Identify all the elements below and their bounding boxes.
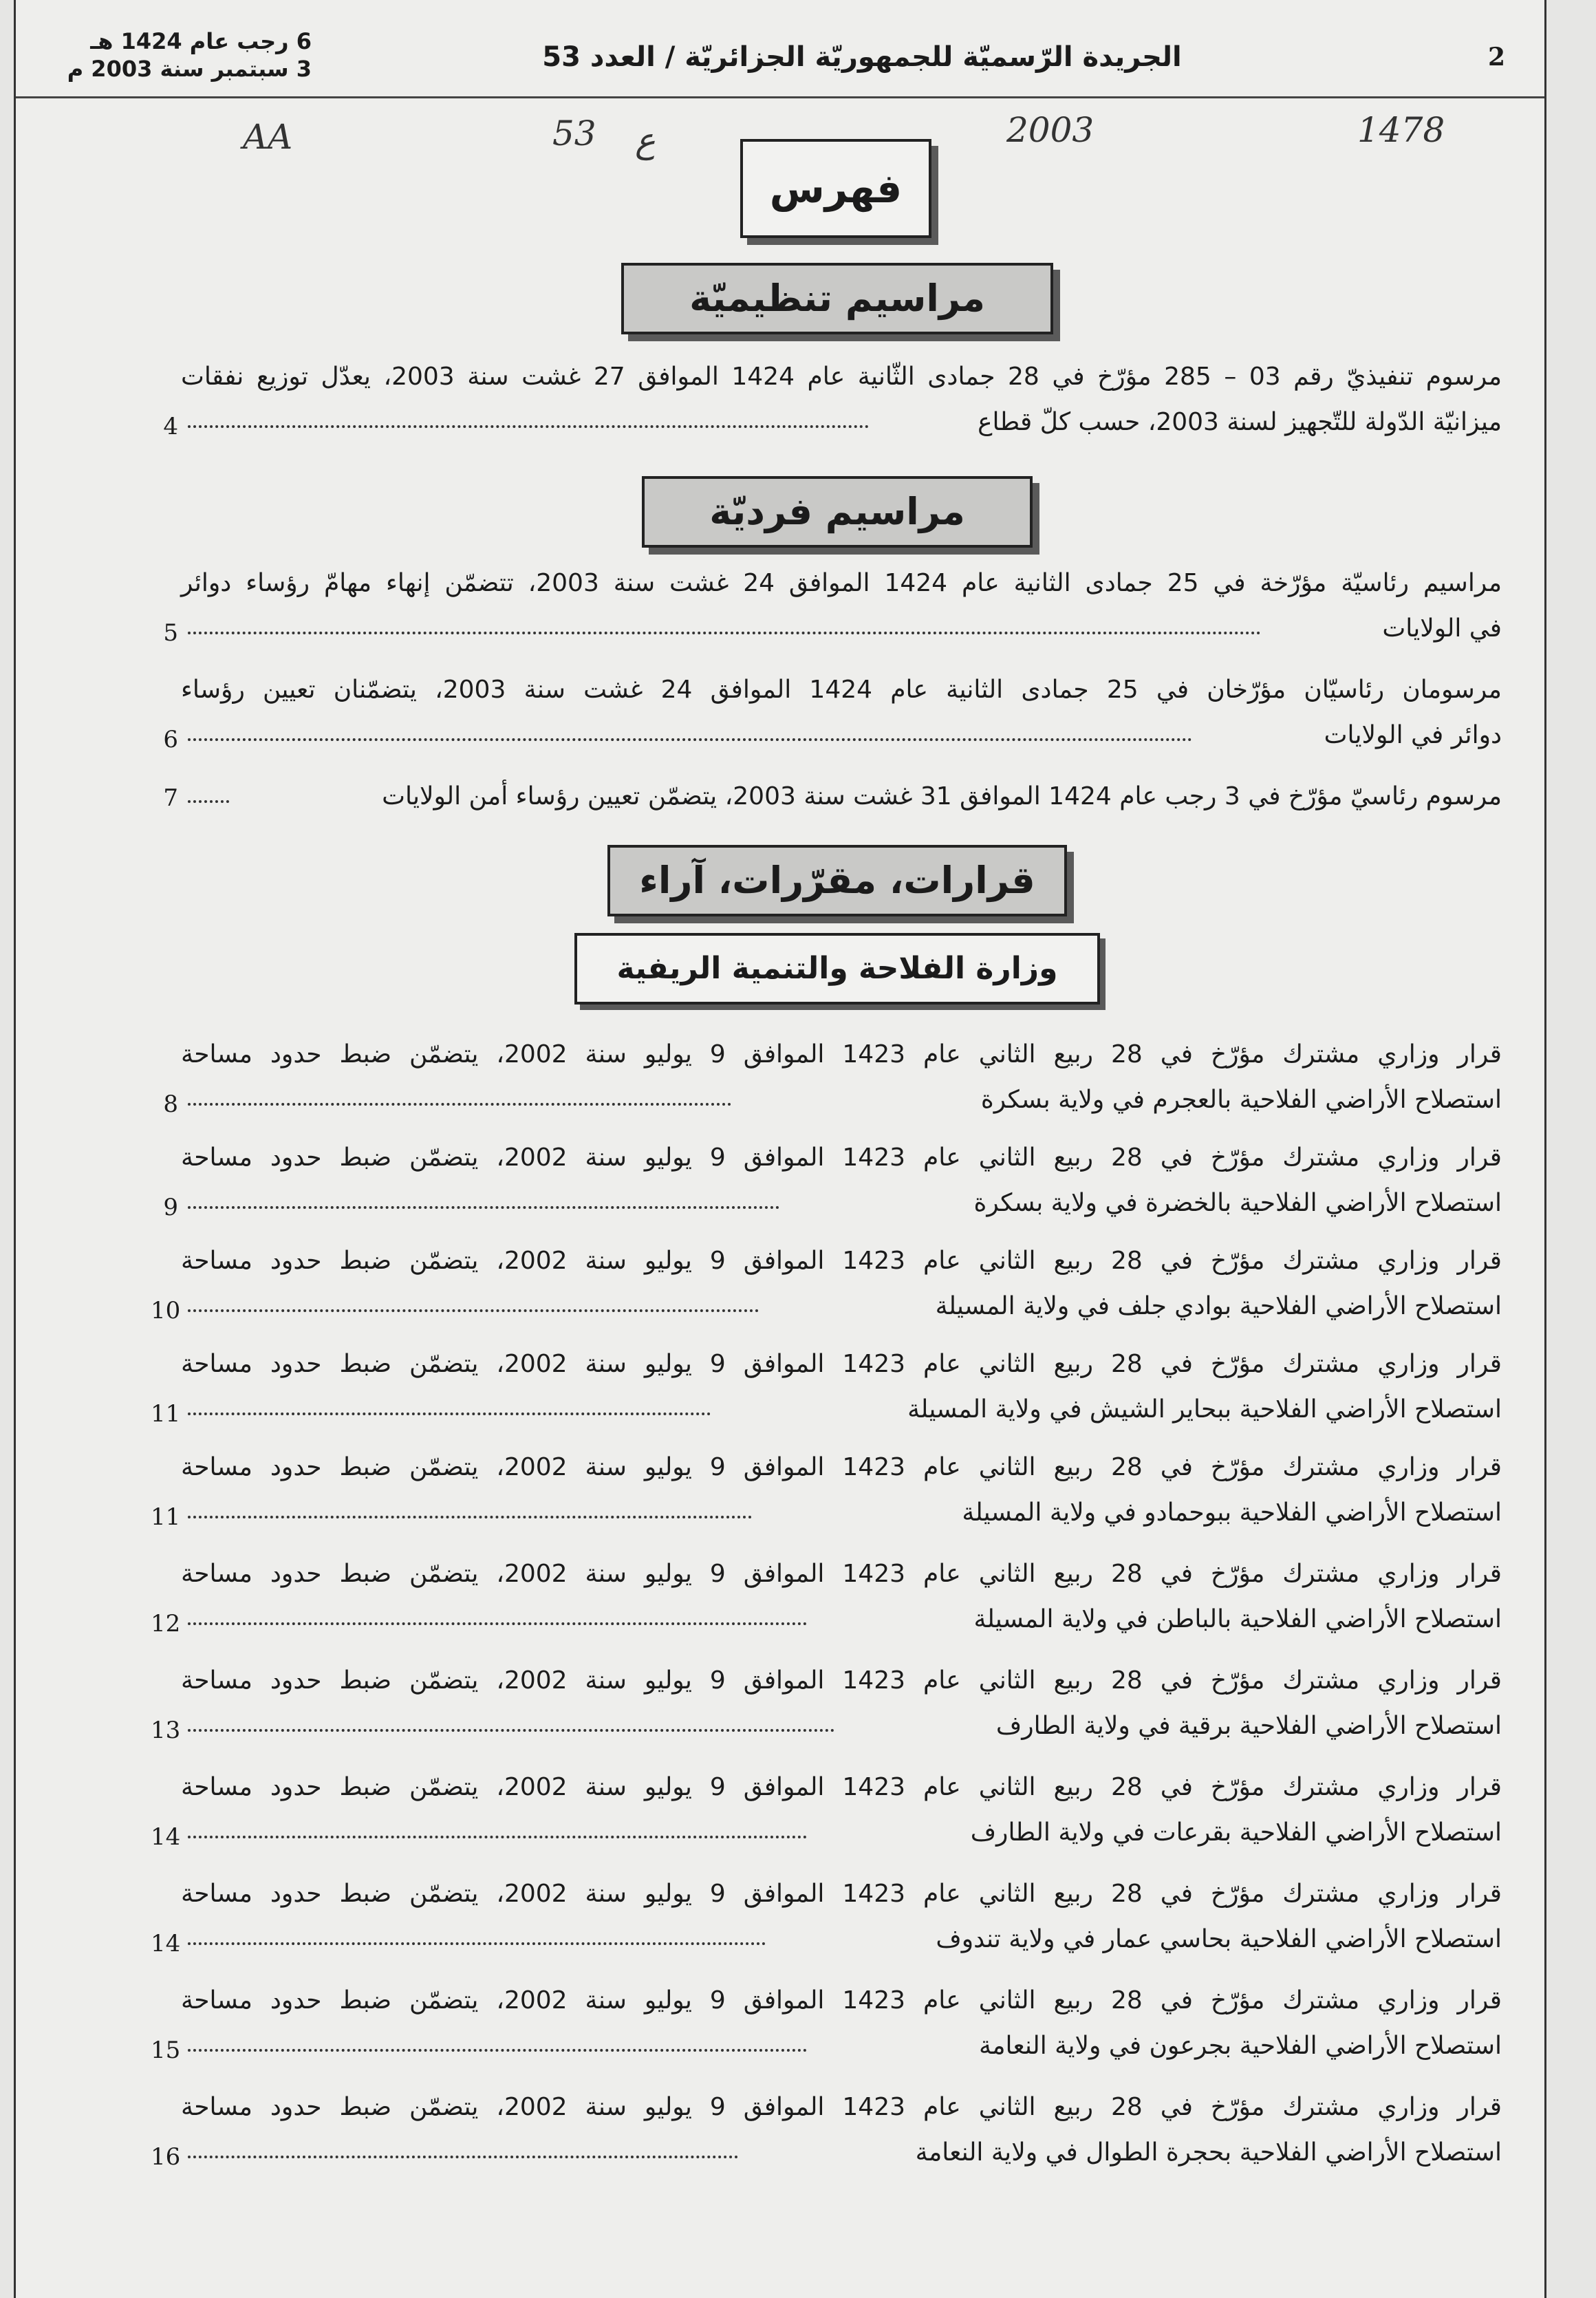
toc-title: فهرس <box>740 139 931 238</box>
entry-page-number: 7 <box>163 784 178 812</box>
entry-line2: استصلاح الأراضي الفلاحية ببحاير الشيش في ولاية المسيلة <box>907 1395 1502 1424</box>
handwritten-note-mid2: ع <box>635 120 656 160</box>
dot-leader <box>188 2049 807 2052</box>
entry-line1: قرار وزاري مشترك مؤرّخ في 28 ربيع الثاني عام 1423 الموافق 9 يوليو سنة 2002، يتضمّن ضبط حدود مساحة <box>181 1986 1502 2015</box>
entry-page-number: 15 <box>151 2037 181 2064</box>
entry-line2: دوائر في الولايات <box>1324 721 1502 749</box>
dot-leader <box>188 632 1261 634</box>
toc-entry <box>181 2085 1502 2176</box>
section-heading-decisions: قرارات، مقرّرات، آراء <box>607 845 1067 916</box>
entry-page-number: 5 <box>163 619 178 647</box>
entry-line1: مرسوم تنفيذيّ رقم 03 – 285 مؤرّخ في 28 جمادى الثّانية عام 1424 الموافق 27 غشت سنة 2003، يعدّل توزيع نفقات <box>181 363 1502 391</box>
dot-leader <box>188 1836 807 1838</box>
toc-entry <box>181 774 1502 819</box>
entry-line1: قرار وزاري مشترك مؤرّخ في 28 ربيع الثاني عام 1423 الموافق 9 يوليو سنة 2002، يتضمّن ضبط حدود مساحة <box>181 1247 1502 1275</box>
page-header <box>16 28 1544 98</box>
toc-entry <box>181 1445 1502 1536</box>
entry-line1: قرار وزاري مشترك مؤرّخ في 28 ربيع الثاني عام 1423 الموافق 9 يوليو سنة 2002، يتضمّن ضبط حدود مساحة <box>181 1453 1502 1481</box>
toc-entry <box>181 1342 1502 1432</box>
entry-line1: مرسوم رئاسيّ مؤرّخ في 3 رجب عام 1424 الموافق 31 غشت سنة 2003، يتضمّن تعيين رؤساء أمن الولايات <box>382 782 1502 810</box>
entry-line1: مراسيم رئاسيّة مؤرّخة في 25 جمادى الثانية عام 1424 الموافق 24 غشت سنة 2003، تتضمّن إنهاء مهامّ رؤساء دوائر <box>181 569 1502 597</box>
entry-page-number: 13 <box>151 1717 181 1744</box>
dot-leader <box>188 1103 731 1106</box>
entry-line2: استصلاح الأراضي الفلاحية بجرعون في ولاية النعامة <box>978 2032 1502 2060</box>
entry-page-number: 11 <box>151 1503 181 1531</box>
section-heading-individual-decrees: مراسيم فرديّة <box>642 476 1033 548</box>
dot-leader <box>188 425 869 428</box>
entry-page-number: 12 <box>151 1610 181 1637</box>
handwritten-note-mid: 53 <box>552 114 596 153</box>
entry-page-number: 6 <box>163 726 178 753</box>
dot-leader <box>188 2156 738 2158</box>
entry-page-number: 8 <box>163 1091 178 1118</box>
entry-page-number: 14 <box>151 1823 181 1851</box>
toc-entry <box>181 354 1502 445</box>
toc-entry <box>181 1032 1502 1123</box>
gazette-page <box>14 0 1546 2298</box>
entry-page-number: 9 <box>163 1194 178 1221</box>
entry-line2: استصلاح الأراضي الفلاحية بالباطن في ولاية المسيلة <box>973 1605 1502 1633</box>
dot-leader <box>188 738 1192 741</box>
entry-page-number: 11 <box>151 1400 181 1428</box>
entry-page-number: 10 <box>151 1297 181 1324</box>
handwritten-note-right: 1478 <box>1357 110 1445 150</box>
handwritten-note-left: AA <box>243 117 293 157</box>
toc-entry <box>181 1135 1502 1226</box>
toc-entry <box>181 1978 1502 2069</box>
entry-line1: قرار وزاري مشترك مؤرّخ في 28 ربيع الثاني عام 1423 الموافق 9 يوليو سنة 2002، يتضمّن ضبط حدود مساحة <box>181 1773 1502 1801</box>
entry-line2: استصلاح الأراضي الفلاحية برقية في ولاية الطارف <box>995 1712 1502 1740</box>
toc-entry <box>181 1551 1502 1642</box>
dot-leader <box>188 1309 759 1312</box>
dot-leader <box>188 1942 766 1945</box>
entry-line2: استصلاح الأراضي الفلاحية بالعجرم في ولاية بسكرة <box>980 1086 1502 1114</box>
page-number: 2 <box>1488 43 1506 72</box>
entry-page-number: 16 <box>151 2143 181 2171</box>
toc-entry <box>181 1238 1502 1329</box>
dot-leader <box>188 1413 711 1415</box>
dot-leader <box>188 800 229 803</box>
entry-page-number: 4 <box>163 413 178 440</box>
entry-line2: استصلاح الأراضي الفلاحية بحجرة الطوال في ولاية النعامة <box>915 2138 1502 2167</box>
entry-line1: قرار وزاري مشترك مؤرّخ في 28 ربيع الثاني عام 1423 الموافق 9 يوليو سنة 2002، يتضمّن ضبط حدود مساحة <box>181 1350 1502 1378</box>
toc-entry <box>181 1871 1502 1962</box>
entry-line1: قرار وزاري مشترك مؤرّخ في 28 ربيع الثاني عام 1423 الموافق 9 يوليو سنة 2002، يتضمّن ضبط حدود مساحة <box>181 1040 1502 1069</box>
entry-line2: ميزانيّة الدّولة للتّجهيز لسنة 2003، حسب كلّ قطاع <box>978 408 1502 436</box>
entry-line1: قرار وزاري مشترك مؤرّخ في 28 ربيع الثاني عام 1423 الموافق 9 يوليو سنة 2002، يتضمّن ضبط حدود مساحة <box>181 1880 1502 1908</box>
entry-line1: قرار وزاري مشترك مؤرّخ في 28 ربيع الثاني عام 1423 الموافق 9 يوليو سنة 2002، يتضمّن ضبط حدود مساحة <box>181 1560 1502 1588</box>
dot-leader <box>188 1206 779 1209</box>
entry-line1: قرار وزاري مشترك مؤرّخ في 28 ربيع الثاني عام 1423 الموافق 9 يوليو سنة 2002، يتضمّن ضبط حدود مساحة <box>181 1666 1502 1695</box>
entry-page-number: 14 <box>151 1930 181 1957</box>
dot-leader <box>188 1729 834 1732</box>
dot-leader <box>188 1516 752 1518</box>
entry-line2: استصلاح الأراضي الفلاحية بالخضرة في ولاية بسكرة <box>973 1189 1502 1217</box>
header-date <box>64 28 312 83</box>
entry-line2: استصلاح الأراضي الفلاحية بوادي جلف في ولاية المسيلة <box>935 1292 1502 1320</box>
handwritten-note-year: 2003 <box>1006 110 1094 150</box>
entry-line1: قرار وزاري مشترك مؤرّخ في 28 ربيع الثاني عام 1423 الموافق 9 يوليو سنة 2002، يتضمّن ضبط حدود مساحة <box>181 2093 1502 2121</box>
toc-entry <box>181 1658 1502 1749</box>
entry-line1: مرسومان رئاسيّان مؤرّخان في 25 جمادى الثانية عام 1424 الموافق 24 غشت سنة 2003، يتضمّنان تعيين رؤساء <box>181 676 1502 704</box>
dot-leader <box>188 1622 807 1625</box>
section-heading-regulatory-decrees: مراسيم تنظيميّة <box>621 263 1053 334</box>
entry-line2: في الولايات <box>1382 614 1502 643</box>
toc-entry <box>181 1765 1502 1856</box>
entry-line1: قرار وزاري مشترك مؤرّخ في 28 ربيع الثاني عام 1423 الموافق 9 يوليو سنة 2002، يتضمّن ضبط حدود مساحة <box>181 1143 1502 1172</box>
date-gregorian: 3 سبتمبر سنة 2003 م <box>67 56 312 82</box>
toc-entry <box>181 561 1502 652</box>
ministry-heading: وزارة الفلاحة والتنمية الريفية <box>574 933 1100 1005</box>
date-hijri: 6 رجب عام 1424 هـ <box>90 28 312 54</box>
toc-entry <box>181 667 1502 758</box>
entry-line2: استصلاح الأراضي الفلاحية بحاسي عمار في ولاية تندوف <box>936 1925 1502 1953</box>
entry-line2: استصلاح الأراضي الفلاحية بقرعات في ولاية الطارف <box>970 1818 1502 1847</box>
entry-line2: استصلاح الأراضي الفلاحية ببوحمادو في ولاية المسيلة <box>962 1499 1502 1527</box>
gazette-title: الجريدة الرّسميّة للجمهوريّة الجزائريّة / العدد 53 <box>542 41 1182 73</box>
